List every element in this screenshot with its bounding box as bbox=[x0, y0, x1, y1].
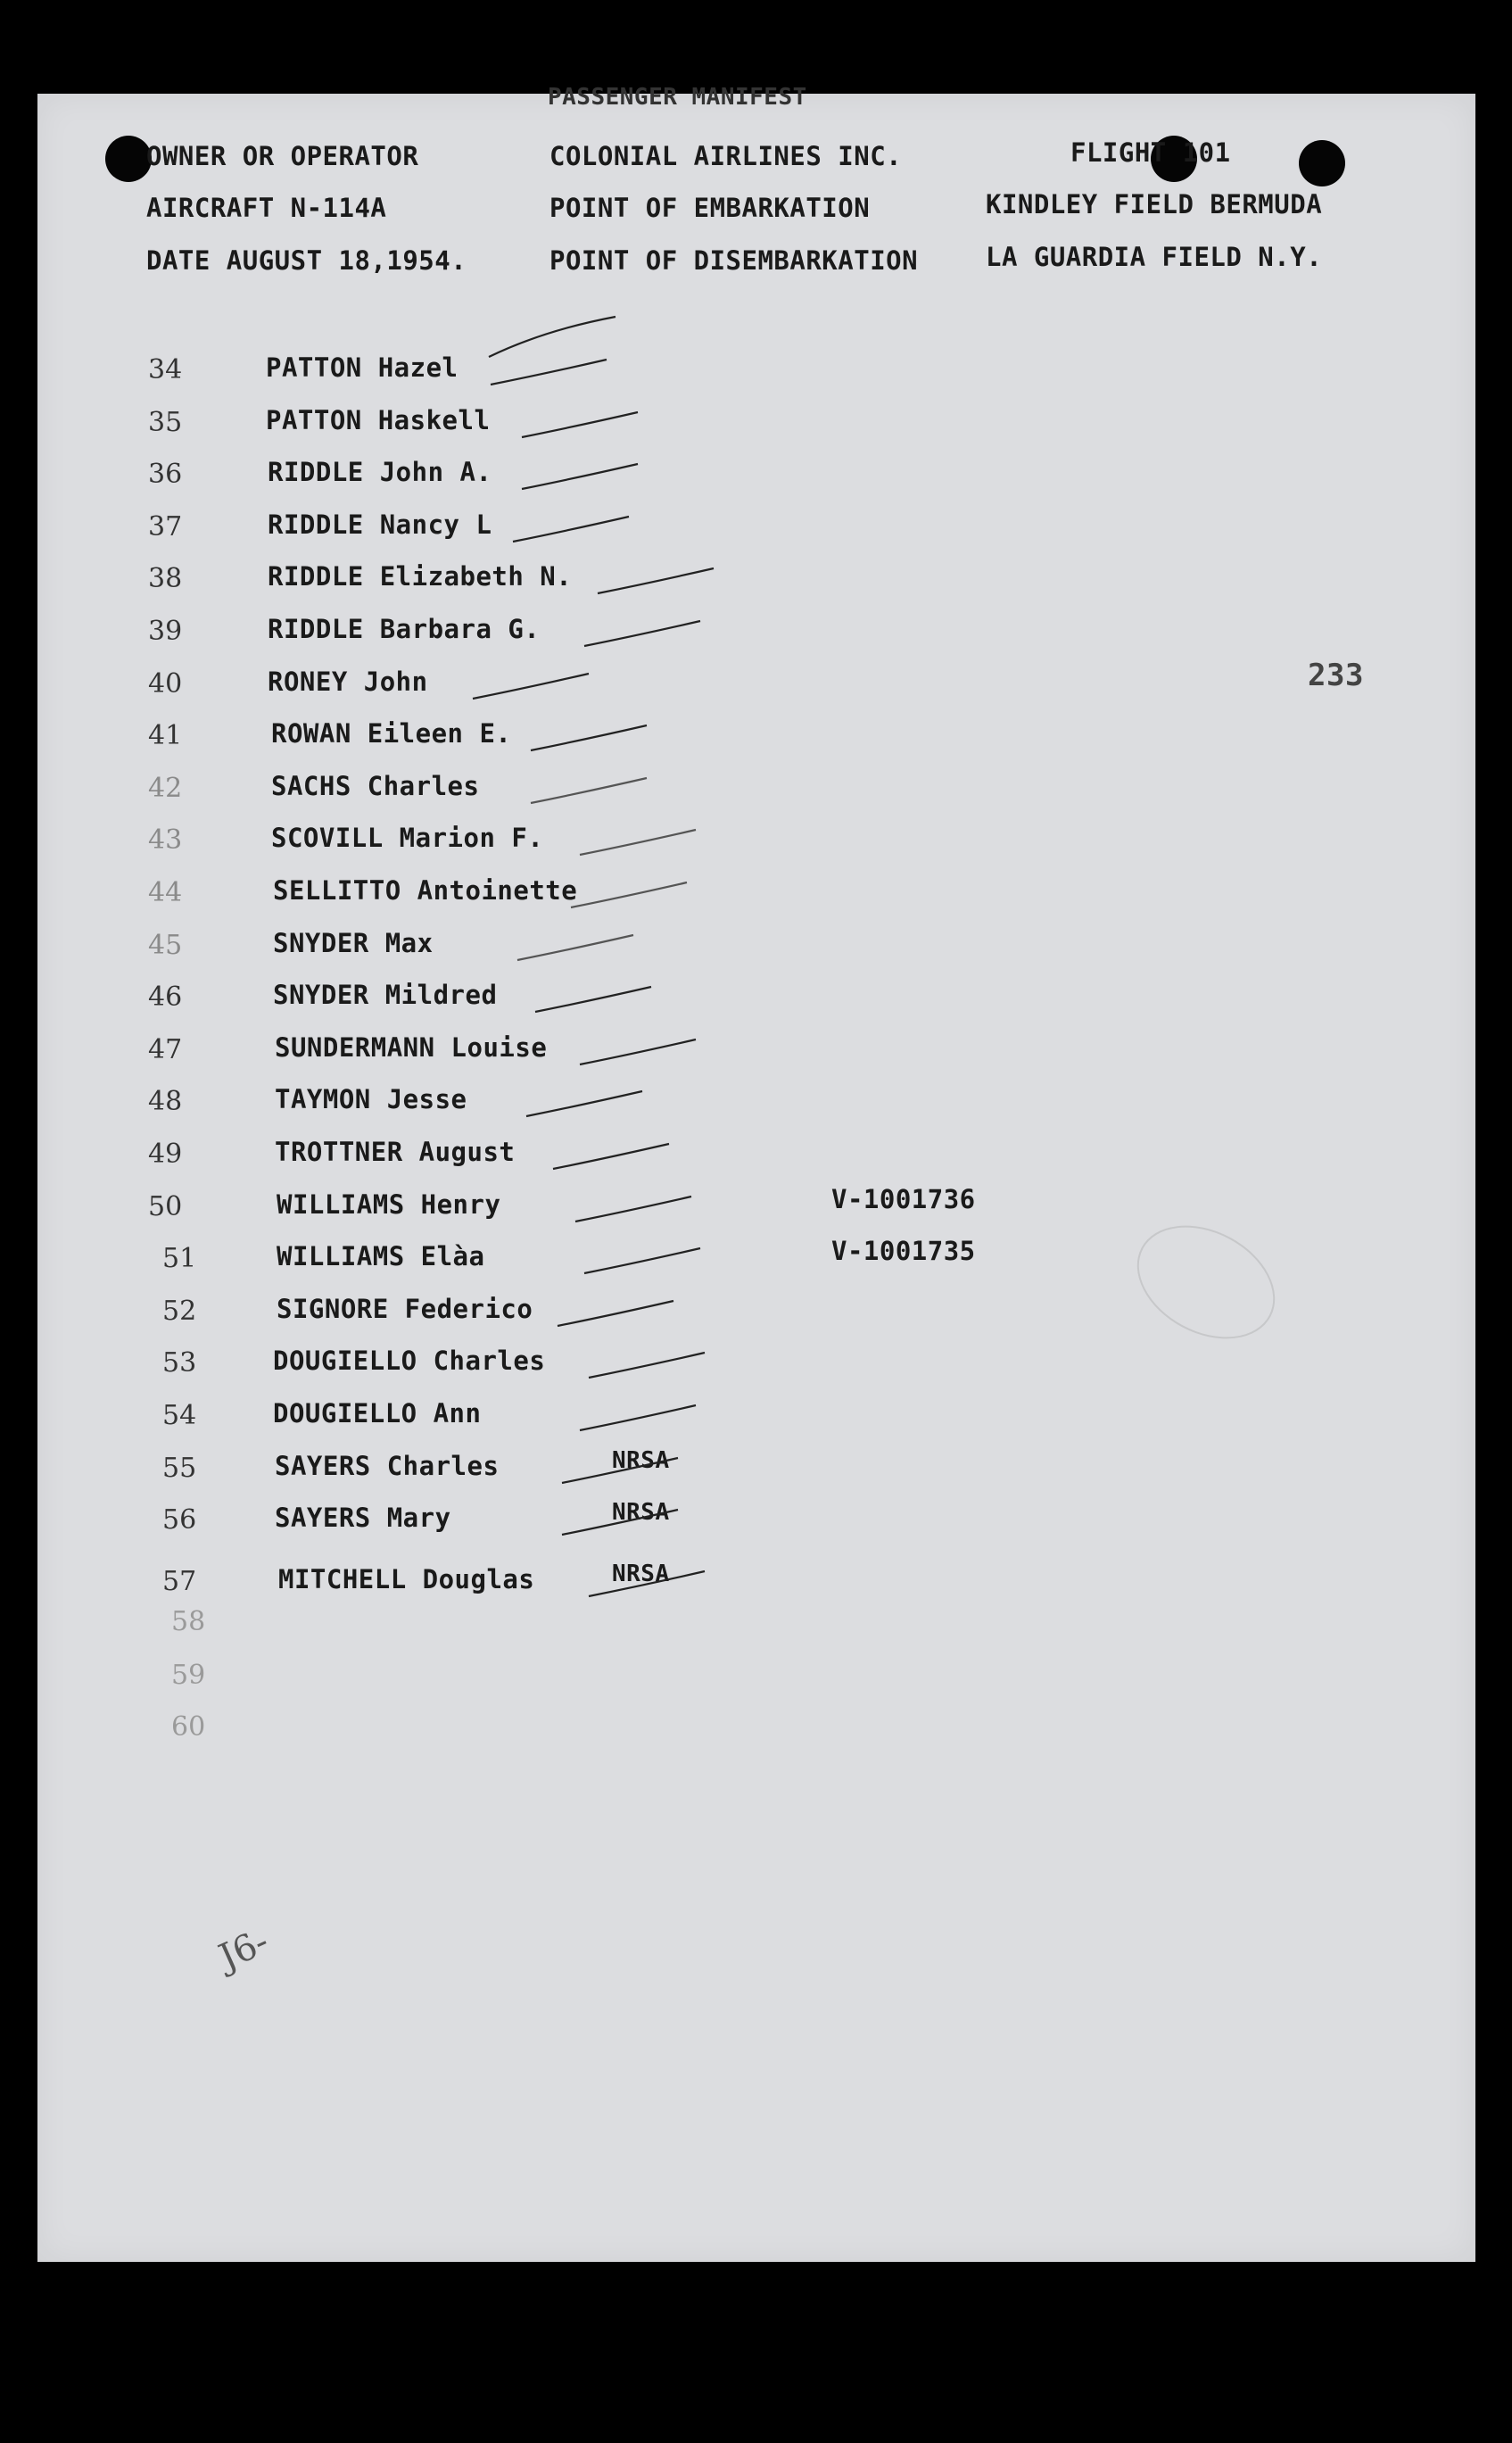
passenger-note: NRSA bbox=[612, 1561, 670, 1587]
row-number: 34 bbox=[148, 354, 183, 385]
pen-tick bbox=[491, 360, 607, 385]
margin-note: J6- bbox=[213, 1920, 275, 1979]
pen-tick bbox=[571, 882, 687, 907]
pen-tick bbox=[558, 1301, 673, 1326]
row-number: 36 bbox=[148, 459, 183, 490]
row-number: 38 bbox=[148, 563, 183, 594]
passenger-name: TAYMON Jesse bbox=[275, 1084, 467, 1114]
row-number: 42 bbox=[148, 773, 183, 804]
row-number: 37 bbox=[148, 511, 183, 542]
row-number: 54 bbox=[162, 1400, 197, 1431]
pen-tick bbox=[580, 1405, 696, 1430]
passenger-name: SIGNORE Federico bbox=[277, 1294, 533, 1324]
passenger-name: SAYERS Charles bbox=[275, 1451, 500, 1481]
disembarkation-place: LA GUARDIA FIELD N.Y. bbox=[986, 242, 1323, 272]
row-number: 44 bbox=[148, 877, 183, 908]
passenger-name: SELLITTO Antoinette bbox=[273, 875, 578, 906]
date-label: DATE AUGUST 18,1954. bbox=[146, 245, 467, 276]
manifest-title: PASSENGER MANIFEST bbox=[548, 84, 807, 111]
passenger-name: SNYDER Max bbox=[273, 928, 434, 958]
page-number: 233 bbox=[1308, 658, 1364, 693]
pen-tick bbox=[598, 568, 714, 593]
row-number: 53 bbox=[162, 1347, 197, 1379]
row-number: 56 bbox=[162, 1504, 197, 1536]
row-number: 51 bbox=[162, 1243, 197, 1274]
disembarkation-label: POINT OF DISEMBARKATION bbox=[549, 245, 919, 276]
pen-tick bbox=[589, 1353, 705, 1378]
passenger-note: NRSA bbox=[612, 1447, 670, 1474]
pen-tick bbox=[522, 412, 638, 437]
passenger-name: WILLIAMS Henry bbox=[277, 1189, 501, 1220]
pen-tick bbox=[562, 1458, 678, 1483]
passenger-name: MITCHELL Douglas bbox=[278, 1564, 535, 1594]
passenger-note: V-1001735 bbox=[831, 1236, 976, 1266]
pen-tick bbox=[513, 517, 629, 542]
airline-name: COLONIAL AIRLINES INC. bbox=[549, 141, 903, 171]
passenger-name: DOUGIELLO Ann bbox=[273, 1398, 482, 1429]
passenger-name: DOUGIELLO Charles bbox=[273, 1346, 546, 1376]
pen-tick bbox=[580, 1039, 696, 1064]
passenger-name: WILLIAMS Elàa bbox=[277, 1241, 485, 1271]
row-number: 49 bbox=[148, 1139, 183, 1170]
pen-tick bbox=[589, 1571, 705, 1596]
pen-tick bbox=[531, 725, 647, 750]
pen-tick bbox=[553, 1144, 669, 1169]
pen-tick bbox=[526, 1091, 642, 1116]
row-number: 46 bbox=[148, 981, 183, 1013]
row-number: 43 bbox=[148, 824, 183, 856]
pen-tick bbox=[580, 830, 696, 855]
passenger-name: PATTON Haskell bbox=[266, 405, 491, 435]
pen-tick bbox=[562, 1510, 678, 1535]
row-number: 40 bbox=[148, 668, 183, 700]
aircraft-label: AIRCRAFT N-114A bbox=[146, 193, 387, 223]
row-number-blank: 59 bbox=[171, 1660, 206, 1691]
passenger-name: SAYERS Mary bbox=[275, 1503, 451, 1533]
row-number: 35 bbox=[148, 407, 183, 438]
row-number: 50 bbox=[148, 1191, 183, 1222]
passenger-name: SNYDER Mildred bbox=[273, 980, 498, 1010]
flight-number: FLIGHT 101 bbox=[1070, 137, 1231, 168]
row-number: 57 bbox=[162, 1566, 197, 1597]
passenger-name: RONEY John bbox=[268, 667, 428, 697]
pen-tick bbox=[584, 1248, 700, 1273]
passenger-name: TROTTNER August bbox=[275, 1137, 516, 1167]
passenger-name: RIDDLE Barbara G. bbox=[268, 614, 541, 644]
row-number: 48 bbox=[148, 1086, 183, 1117]
pen-tick bbox=[575, 1197, 691, 1222]
pen-tick bbox=[489, 317, 616, 357]
row-number: 39 bbox=[148, 616, 183, 647]
passenger-name: RIDDLE John A. bbox=[268, 457, 492, 487]
pen-tick bbox=[584, 621, 700, 646]
row-number: 52 bbox=[162, 1296, 197, 1327]
pen-tick bbox=[522, 464, 638, 489]
embarkation-label: POINT OF EMBARKATION bbox=[549, 193, 871, 223]
passenger-name: SCOVILL Marion F. bbox=[271, 823, 544, 853]
row-number-blank: 58 bbox=[171, 1606, 206, 1637]
passenger-note: V-1001736 bbox=[831, 1184, 976, 1214]
pen-tick bbox=[517, 935, 633, 960]
passenger-name: SACHS Charles bbox=[271, 771, 480, 801]
pen-tick bbox=[473, 674, 589, 699]
pen-tick bbox=[531, 778, 647, 803]
pen-tick bbox=[535, 987, 651, 1012]
row-number-blank: 60 bbox=[171, 1711, 206, 1743]
row-number: 41 bbox=[148, 720, 183, 751]
passenger-name: SUNDERMANN Louise bbox=[275, 1032, 548, 1063]
passenger-name: PATTON Hazel bbox=[266, 352, 459, 383]
row-number: 55 bbox=[162, 1453, 197, 1484]
row-number: 45 bbox=[148, 930, 183, 961]
passenger-name: ROWAN Eileen E. bbox=[271, 718, 512, 749]
row-number: 47 bbox=[148, 1034, 183, 1065]
passenger-name: RIDDLE Elizabeth N. bbox=[268, 561, 573, 592]
passenger-name: RIDDLE Nancy L bbox=[268, 509, 492, 540]
owner-operator-label: OWNER OR OPERATOR bbox=[146, 141, 419, 171]
passenger-note: NRSA bbox=[612, 1499, 670, 1526]
embarkation-place: KINDLEY FIELD BERMUDA bbox=[986, 189, 1323, 219]
